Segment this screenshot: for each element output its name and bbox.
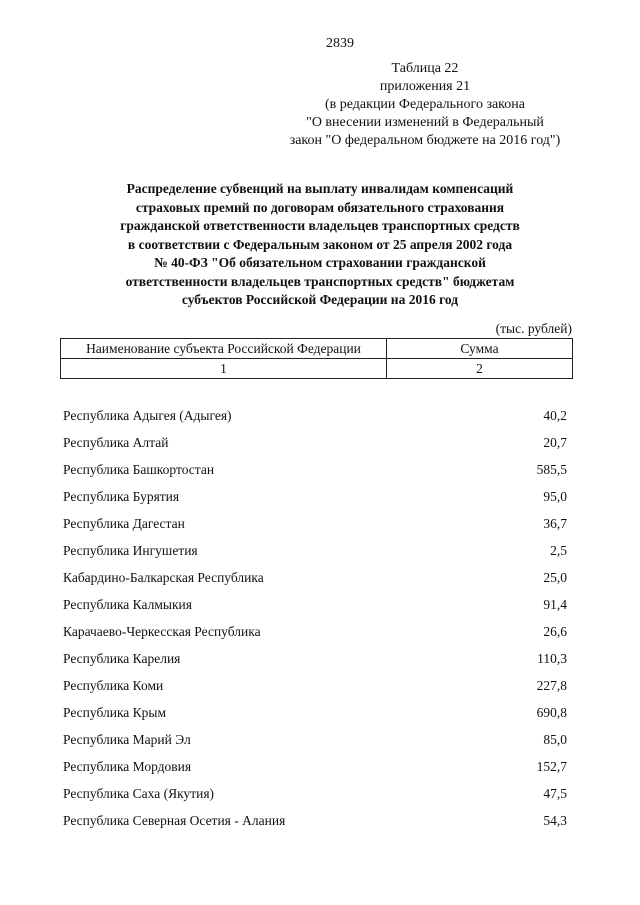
title-line: гражданской ответственности владельцев транспортных средств [120,218,520,233]
region-name: Республика Карелия [63,651,181,666]
table-row [63,406,567,433]
annex-table-label: Таблица 22 [391,61,459,76]
region-name: Республика Дагестан [63,516,185,531]
table-row [63,703,567,730]
title-line: в соответствии с Федеральным законом от 25 апреля 2002 года [127,236,513,252]
amount-value: 227,8 [536,678,567,693]
table-body [63,406,567,838]
amount-value: 26,6 [543,624,567,639]
amount-value: 54,3 [543,813,567,828]
amount-value: 85,0 [543,732,567,747]
region-name: Кабардино-Балкарская Республика [63,570,264,585]
region-name: Республика Мордовия [63,759,192,774]
table-row [63,514,567,541]
table-row [63,460,567,487]
table-row [63,784,567,811]
table-row [63,649,567,676]
amount-value: 25,0 [543,570,567,585]
amount-value: 95,0 [543,489,567,504]
table-row [63,433,567,460]
amount-value: 36,7 [543,516,567,531]
annex-reference [250,60,600,150]
column-number-row [61,359,573,379]
region-name: Республика Саха (Якутия) [63,786,215,801]
document-title [60,180,580,310]
amount-value: 110,3 [537,651,567,666]
page-number: 2839 [326,36,354,51]
amount-value: 20,7 [543,435,567,450]
table-row [63,541,567,568]
region-name: Республика Бурятия [63,489,180,504]
region-name: Республика Северная Осетия - Алания [63,813,286,828]
table-row [63,811,567,838]
units-label: (тыс. рублей) [495,321,572,336]
region-name: Республика Марий Эл [63,732,191,747]
region-name: Республика Крым [63,705,167,720]
amount-value: 690,8 [536,705,567,720]
title-line: Распределение субвенций на выплату инвалидам компенсаций [126,181,514,196]
title-line: ответственности владельцев транспортных средств" бюджетам [125,273,515,289]
annex-appendix-label: приложения 21 [379,79,471,94]
column-header-name: Наименование субъекта Российской Федерации [61,339,387,359]
amount-value: 40,2 [543,408,567,423]
table-row [63,568,567,595]
region-name: Республика Алтай [63,435,169,450]
region-name: Республика Ингушетия [63,543,198,558]
amount-value: 585,5 [536,462,567,477]
amount-value: 2,5 [550,543,567,558]
title-line: страховых премий по договорам обязательного страхования [135,199,505,215]
table-row [63,676,567,703]
column-number-1: 1 [61,359,387,379]
column-header-amount: Сумма [387,339,573,359]
table-row [63,487,567,514]
annex-law-line-2: "О внесении изменений в Федеральный [306,115,544,130]
table-row [63,595,567,622]
title-line: № 40-ФЗ "Об обязательном страховании гражданской [154,255,486,270]
region-name: Республика Адыгея (Адыгея) [63,408,232,423]
table-row [63,622,567,649]
title-line: субъектов Российской Федерации на 2016 год [181,292,459,307]
annex-law-line-3: закон "О федеральном бюджете на 2016 год") [289,133,561,148]
table-row [63,730,567,757]
region-name: Республика Коми [63,678,164,693]
amount-value: 91,4 [543,597,567,612]
table-header [60,338,573,379]
region-name: Республика Башкортостан [63,462,215,477]
annex-law-line-1: (в редакции Федерального закона [325,97,525,112]
region-name: Республика Калмыкия [63,597,192,612]
region-name: Карачаево-Черкесская Республика [63,624,261,639]
amount-value: 152,7 [536,759,567,774]
column-number-2: 2 [387,359,573,379]
header-row [61,339,573,359]
amount-value: 47,5 [543,786,567,801]
table-row [63,757,567,784]
